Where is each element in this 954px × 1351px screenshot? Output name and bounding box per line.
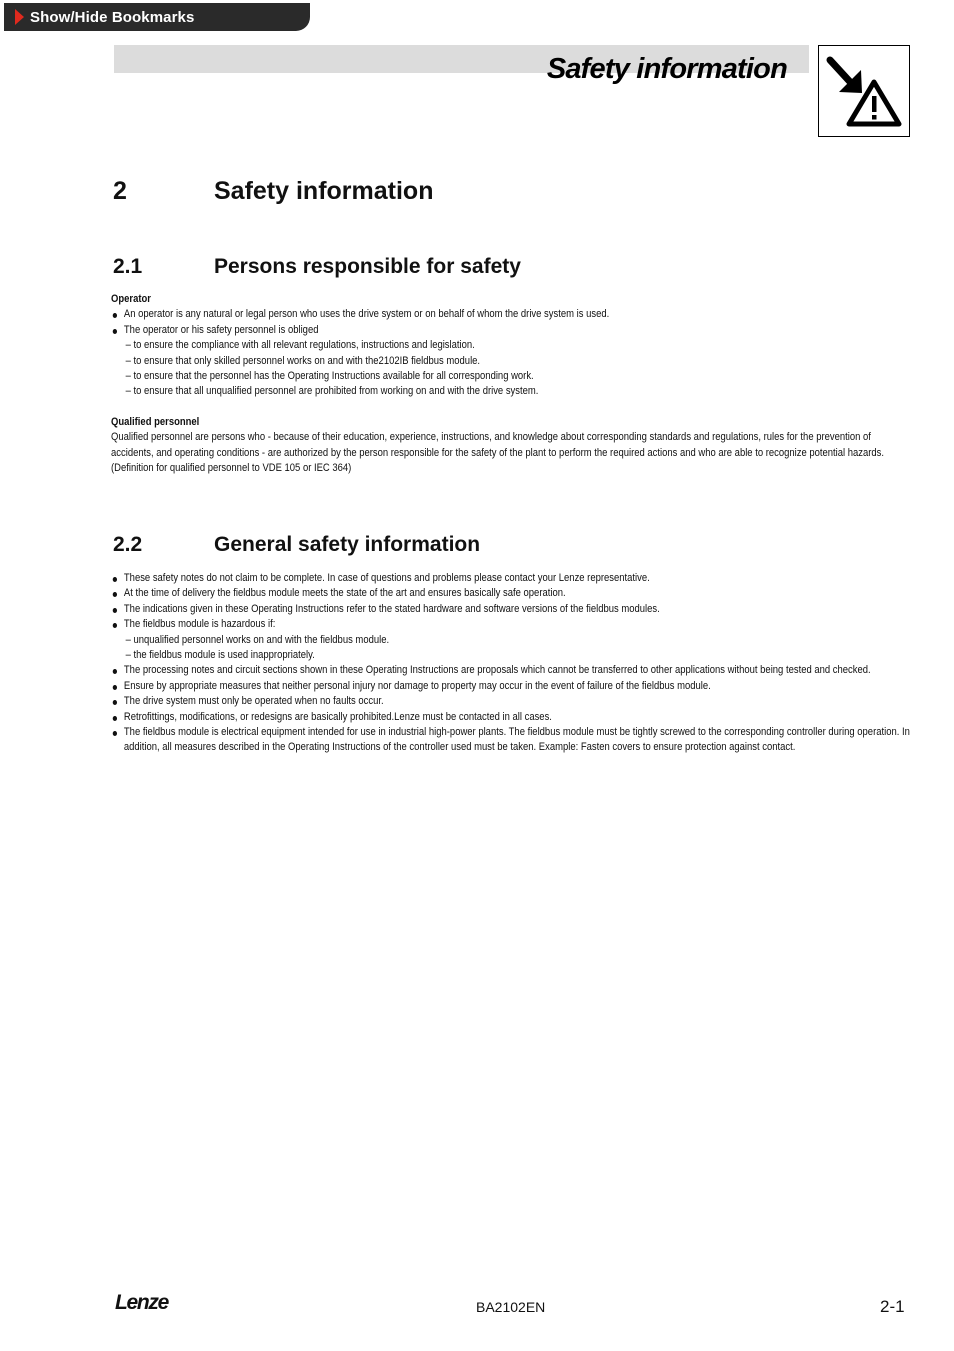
list-item: The drive system must only be operated when no faults occur. bbox=[111, 694, 910, 709]
operator-label: Operator bbox=[111, 293, 151, 305]
subsection-2-2-heading bbox=[113, 533, 480, 557]
list-item: An operator is any natural or legal person who uses the drive system or on behalf of whom the drive system is used. bbox=[111, 307, 910, 322]
list-item: The operator or his safety personnel is obliged bbox=[111, 323, 910, 338]
list-item: – to ensure that the personnel has the Operating Instructions available for all corresponding work. bbox=[125, 370, 534, 383]
list-item: These safety notes do not claim to be complete. In case of questions and problems please contact your Lenze representative. bbox=[111, 571, 910, 586]
list-item: – to ensure that all unqualified personnel are prohibited from working on and with the drive system. bbox=[125, 385, 539, 398]
subsection-2-1-title: Persons responsible for safety bbox=[214, 255, 521, 278]
list-item: The indications given in these Operating Instructions refer to the stated hardware and software versions of the fieldbus modules. bbox=[111, 602, 910, 617]
list-item: The fieldbus module is hazardous if: bbox=[111, 617, 910, 632]
subsection-2-1-heading bbox=[113, 255, 521, 279]
section-number: 2 bbox=[113, 177, 127, 205]
page-header-title: Safety information bbox=[546, 53, 787, 85]
triangle-right-icon bbox=[15, 9, 24, 25]
list-item: At the time of delivery the fieldbus module meets the state of the art and ensures basically safe operation. bbox=[111, 586, 910, 601]
safety-warning-icon bbox=[818, 45, 910, 137]
subsection-2-2-number: 2.2 bbox=[113, 533, 143, 556]
list-item: – to ensure the compliance with all relevant regulations, instructions and legislation. bbox=[125, 339, 475, 352]
operator-block bbox=[111, 292, 910, 400]
list-item: – unqualified personnel works on and with the fieldbus module. bbox=[125, 633, 390, 646]
section-heading bbox=[113, 177, 433, 206]
qualified-personnel-block bbox=[111, 415, 910, 477]
list-item: – the fieldbus module is used inappropriately. bbox=[125, 649, 315, 662]
list-item: Retrofittings, modifications, or redesigns are basically prohibited.Lenze must be contacted in all cases. bbox=[111, 710, 910, 725]
show-hide-bookmarks-button[interactable] bbox=[4, 3, 310, 31]
lenze-logo: Lenze bbox=[115, 1291, 169, 1314]
document-id: BA2102EN bbox=[476, 1299, 546, 1315]
bookmarks-toggle-label: Show/Hide Bookmarks bbox=[30, 8, 195, 26]
page-number: 2-1 bbox=[880, 1297, 905, 1316]
list-item: The fieldbus module is electrical equipment intended for use in industrial high-power plants. The fieldbus module must be tightly screwed to the corresponding controller during operation. In addition, all measures described in the Operating Instructions of the controller used must be taken. Example: Fasten covers to ensure protection against contact. bbox=[111, 725, 910, 756]
list-item: The processing notes and circuit sections shown in these Operating Instructions are proposals which cannot be transferred to other applications without being tested and checked. bbox=[111, 663, 910, 678]
list-item: – to ensure that only skilled personnel works on and with the2102IB fieldbus module. bbox=[125, 354, 481, 367]
general-safety-list bbox=[111, 571, 910, 756]
qualified-personnel-label: Qualified personnel bbox=[111, 416, 200, 428]
qualified-personnel-text: Qualified personnel are persons who - because of their education, experience, instructions, and knowledge about corresponding standards and regulations, rules for the prevention of accidents, and operating conditions - are authorized by the person responsible for the safety of the plant to perform the required actions and who are able to recognize potential hazards. bbox=[111, 431, 885, 459]
qualified-personnel-definition: (Definition for qualified personnel to VDE 105 or IEC 364) bbox=[111, 462, 352, 475]
subsection-2-2-title: General safety information bbox=[214, 533, 481, 556]
list-item: Ensure by appropriate measures that neither personal injury nor damage to property may occur in the event of failure of the fieldbus module. bbox=[111, 679, 910, 694]
section-title: Safety information bbox=[214, 177, 434, 205]
subsection-2-1-number: 2.1 bbox=[113, 255, 143, 278]
